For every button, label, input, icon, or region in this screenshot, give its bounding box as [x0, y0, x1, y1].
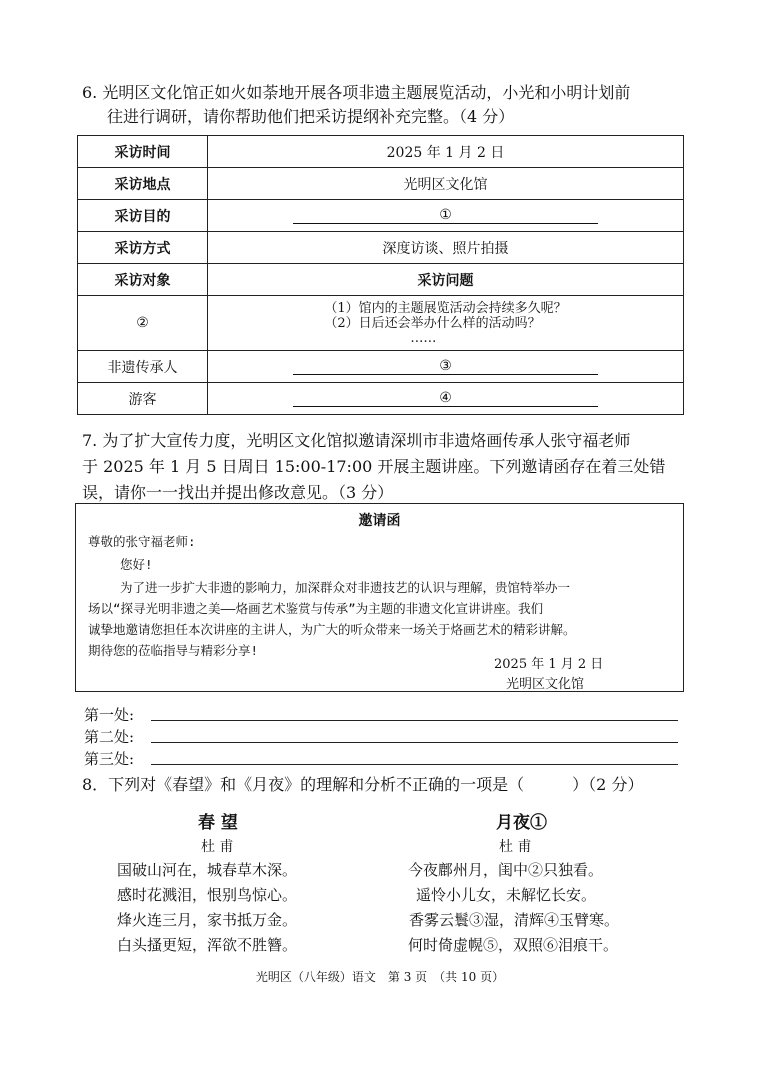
question-header: 采访问题	[208, 264, 684, 296]
poem2-author: 杜 甫	[499, 839, 532, 855]
method-value: 深度访谈、照片拍摄	[208, 232, 684, 264]
row2-questions-text	[324, 301, 566, 346]
question-more: ……	[410, 330, 437, 346]
row4-object: 游客	[78, 383, 208, 415]
q6-stem-line1: 6. 光明区文化馆正如火如荼地开展各项非遗主题展览活动，小光和小明计划前	[82, 83, 631, 102]
purpose-label: 采访目的	[78, 200, 208, 232]
page-footer: 光明区（八年级）语文 第 3 页 （共 10 页）	[255, 970, 505, 984]
q6-stem-line2: 往进行调研，请你帮助他们把采访提纲补充完整。（4 分）	[107, 107, 515, 126]
time-value: 2025 年 1 月 2 日	[208, 136, 684, 168]
q8-stem: 8．下列对《春望》和《月夜》的理解和分析不正确的一项是（ ）（2 分）	[82, 775, 644, 794]
answer-line-1[interactable]	[151, 720, 678, 721]
table-row	[78, 296, 684, 351]
answer-label-3: 第三处:	[84, 750, 135, 768]
poem1-line-3: 烽火连三月，家书抵万金。	[117, 911, 298, 929]
blank-2[interactable]: ②	[78, 296, 208, 351]
blank-1[interactable]: ①	[293, 208, 598, 224]
letter-greeting: 您好!	[120, 557, 153, 572]
table-row	[78, 232, 684, 264]
answer-line-3[interactable]	[151, 764, 678, 765]
blank-3[interactable]: ③	[293, 359, 598, 375]
table-row	[78, 136, 684, 168]
letter-signature: 光明区文化馆	[506, 677, 585, 692]
method-label: 采访方式	[78, 232, 208, 264]
row2-questions	[208, 296, 684, 351]
poem1-line-2: 感时花溅泪，恨别鸟惊心。	[117, 886, 298, 904]
poem1-line-1: 国破山河在，城春草木深。	[117, 861, 298, 879]
table-row	[78, 383, 684, 415]
poem2-line-3: 香雾云鬟③湿，清辉④玉臂寒。	[409, 911, 620, 929]
time-label: 采访时间	[78, 136, 208, 168]
letter-body-line4: 期待您的莅临指导与精彩分享!	[88, 643, 259, 658]
letter-body-line3: 诚挚地邀请您担任本次讲座的主讲人，为广大的听众带来一场关于烙画艺术的精彩讲解。	[88, 622, 576, 637]
poem1-author: 杜 甫	[201, 839, 234, 855]
answer-label-1: 第一处:	[84, 706, 135, 724]
poem1-line-4: 白头搔更短，浑欲不胜簪。	[117, 936, 298, 954]
letter-body-line2: 场以“探寻光明非遗之美——烙画艺术鉴赏与传承”为主题的非遗文化宣讲讲座。我们	[88, 601, 544, 616]
place-value: 光明区文化馆	[208, 168, 684, 200]
q7-stem-line3: 误，请你一一找出并提出修改意见。（3 分）	[82, 483, 394, 502]
poem1-title: 春 望	[198, 813, 238, 833]
question-1: （1）馆内的主题展览活动会持续多久呢？	[324, 300, 567, 316]
table-row	[78, 200, 684, 232]
poem2-line-1: 今夜鄜州月，闺中②只独看。	[408, 861, 604, 879]
purpose-answer-cell[interactable]	[208, 200, 684, 232]
place-label: 采访地点	[78, 168, 208, 200]
table-row	[78, 351, 684, 383]
table-row	[78, 264, 684, 296]
q7-stem-line1: 7. 为了扩大宣传力度，光明区文化馆拟邀请深圳市非遗烙画传承人张守福老师	[82, 431, 631, 450]
letter-salutation: 尊敬的张守福老师:	[88, 534, 196, 549]
blank-4[interactable]: ④	[293, 391, 598, 407]
poem2-line-4: 何时倚虚幌⑤，双照⑥泪痕干。	[408, 936, 619, 954]
row3-object: 非遗传承人	[78, 351, 208, 383]
poem2-line-2: 遥怜小儿女，未解忆长安。	[416, 886, 597, 904]
object-header: 采访对象	[78, 264, 208, 296]
poem2-title: 月夜①	[496, 813, 547, 833]
q7-stem-line2: 于 2025 年 1 月 5 日周日 15:00-17:00 开展主题讲座。下列邀请函存在着三处错	[82, 457, 666, 476]
table-row	[78, 168, 684, 200]
letter-body-line1: 为了进一步扩大非遗的影响力，加深群众对非遗技艺的认识与理解，贵馆特举办一	[120, 580, 571, 595]
invitation-letter	[75, 503, 684, 692]
answer-line-2[interactable]	[151, 742, 678, 743]
row4-answer-cell[interactable]	[208, 383, 684, 415]
question-2: （2）日后还会举办什么样的活动吗？	[324, 315, 541, 331]
letter-title: 邀请函	[358, 513, 401, 529]
answer-label-2: 第二处:	[84, 728, 135, 746]
letter-date: 2025 年 1 月 2 日	[494, 657, 604, 672]
interview-outline-table	[77, 135, 684, 415]
row3-answer-cell[interactable]	[208, 351, 684, 383]
